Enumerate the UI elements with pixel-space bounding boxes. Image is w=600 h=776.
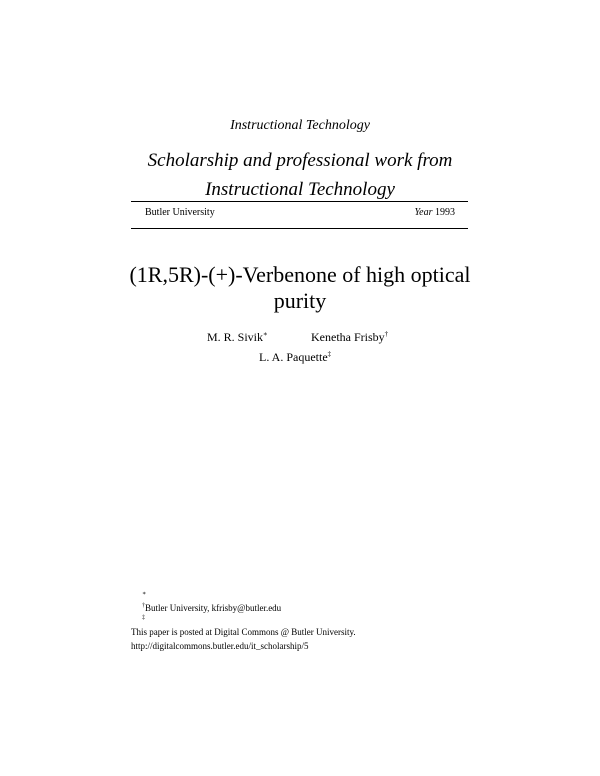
footnote-text: Butler University, kfrisby@butler.edu (145, 603, 282, 613)
institution-row (145, 207, 455, 218)
article-title (0, 262, 600, 314)
author-mark: † (384, 330, 389, 338)
year-field (415, 207, 455, 218)
bottom-rule (131, 228, 468, 229)
author-mark: ‡ (327, 350, 332, 358)
posting-notice: This paper is posted at Digital Commons @ Butler University. (131, 627, 356, 637)
repository-link[interactable]: http://digitalcommons.butler.edu/it_scholarship/5 (131, 641, 309, 651)
footnote-3 (142, 614, 145, 626)
year-value: 1993 (435, 207, 455, 218)
footnote-mark: † (142, 603, 145, 609)
author-mark: ∗ (263, 330, 268, 338)
collection-subtitle-line-2: Instructional Technology (205, 179, 395, 200)
author-3 (259, 350, 331, 365)
series-title: Instructional Technology (230, 118, 370, 133)
author-name: Kenetha Frisby (311, 330, 385, 344)
author-1 (207, 330, 268, 345)
article-title-line-1: (1R,5R)-(+)-Verbenone of high optical (129, 262, 471, 287)
author-2 (311, 330, 388, 345)
article-title-line-2: purity (273, 288, 327, 313)
collection-subtitle (0, 146, 600, 204)
author-name: M. R. Sivik (207, 330, 264, 344)
footnote-1 (142, 590, 146, 602)
author-name: L. A. Paquette (259, 350, 328, 364)
footnote-mark: ‡ (142, 615, 145, 621)
top-rule (131, 201, 468, 202)
year-label: Year (414, 207, 433, 218)
footnote-mark: ∗ (142, 591, 147, 597)
collection-subtitle-line-1: Scholarship and professional work from (147, 150, 453, 171)
institution-name: Butler University (145, 207, 215, 218)
footnote-2 (142, 602, 281, 614)
